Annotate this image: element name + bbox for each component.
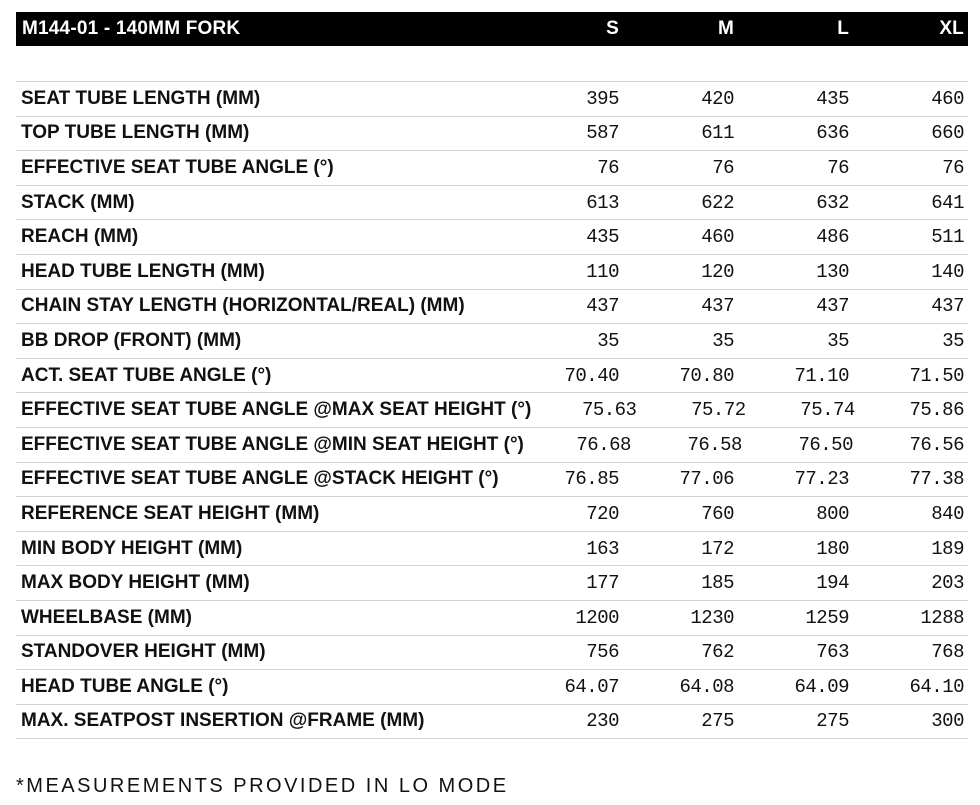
- row-value: 71.10: [794, 364, 849, 387]
- row-value: 75.74: [800, 399, 855, 422]
- size-header-m: M: [717, 18, 734, 39]
- row-label: MIN BODY HEIGHT (MM): [21, 537, 243, 559]
- row-value: 435: [586, 226, 619, 249]
- row-value: 611: [701, 122, 734, 145]
- row-value: 437: [931, 295, 964, 318]
- footnote: *MEASUREMENTS PROVIDED IN LO MODE: [16, 775, 509, 797]
- table-row: [16, 117, 968, 152]
- row-value: 437: [701, 295, 734, 318]
- row-value: 64.10: [909, 675, 964, 698]
- row-value: 1200: [575, 606, 619, 629]
- table-row: [16, 532, 968, 567]
- row-value: 75.63: [581, 399, 637, 422]
- row-value: 64.07: [564, 675, 619, 698]
- row-label: ACT. SEAT TUBE ANGLE (°): [21, 364, 272, 386]
- row-label: BB DROP (FRONT) (MM): [21, 329, 242, 351]
- row-value: 641: [931, 191, 964, 214]
- row-value: 756: [586, 641, 619, 664]
- row-value: 613: [586, 191, 619, 214]
- row-value: 460: [701, 226, 734, 249]
- row-value: 76: [942, 156, 964, 179]
- table-row: [16, 359, 968, 394]
- geometry-table: [16, 12, 968, 739]
- row-value: 77.06: [679, 468, 734, 491]
- row-value: 76: [712, 156, 734, 179]
- row-value: 632: [816, 191, 849, 214]
- row-value: 720: [586, 502, 619, 525]
- row-value: 35: [942, 329, 964, 352]
- row-label: EFFECTIVE SEAT TUBE ANGLE @MAX SEAT HEIGHT (°): [21, 399, 532, 421]
- row-value: 437: [586, 295, 619, 318]
- row-label: HEAD TUBE LENGTH (MM): [21, 260, 265, 282]
- row-value: 35: [827, 329, 849, 352]
- row-value: 760: [701, 502, 734, 525]
- row-label: SEAT TUBE LENGTH (MM): [21, 87, 261, 109]
- table-row: [16, 324, 968, 359]
- row-label: TOP TUBE LENGTH (MM): [21, 122, 250, 144]
- row-value: 140: [931, 260, 964, 283]
- size-header-l: L: [837, 18, 849, 39]
- row-value: 130: [816, 260, 849, 283]
- row-label: EFFECTIVE SEAT TUBE ANGLE (°): [21, 156, 334, 178]
- table-row: [16, 601, 968, 636]
- row-value: 300: [931, 710, 964, 733]
- row-value: 1230: [690, 606, 734, 629]
- row-value: 587: [586, 122, 619, 145]
- row-value: 1288: [920, 606, 964, 629]
- row-value: 800: [816, 502, 849, 525]
- table-row: [16, 566, 968, 601]
- row-label: STANDOVER HEIGHT (MM): [21, 641, 266, 663]
- row-value: 77.23: [794, 468, 849, 491]
- size-header-s: S: [606, 18, 619, 39]
- row-label: EFFECTIVE SEAT TUBE ANGLE @STACK HEIGHT (°): [21, 468, 499, 490]
- row-value: 1259: [805, 606, 849, 629]
- table-row: [16, 255, 968, 290]
- row-value: 76: [597, 156, 619, 179]
- row-value: 435: [816, 87, 849, 110]
- row-value: 636: [816, 122, 849, 145]
- table-row: [16, 463, 968, 498]
- row-value: 76.68: [576, 433, 631, 456]
- table-row: [16, 151, 968, 186]
- row-value: 76.58: [687, 433, 742, 456]
- row-value: 763: [816, 641, 849, 664]
- row-value: 76.50: [798, 433, 853, 456]
- row-value: 76.85: [564, 468, 619, 491]
- row-value: 77.38: [909, 468, 964, 491]
- table-body: [16, 82, 968, 739]
- row-value: 230: [586, 710, 619, 733]
- table-row: [16, 82, 968, 117]
- row-value: 35: [597, 329, 619, 352]
- row-value: 75.72: [691, 399, 746, 422]
- row-value: 622: [701, 191, 734, 214]
- row-value: 172: [701, 537, 734, 560]
- row-value: 189: [931, 537, 964, 560]
- row-value: 660: [931, 122, 964, 145]
- row-value: 163: [586, 537, 619, 560]
- row-value: 420: [701, 87, 734, 110]
- row-value: 840: [931, 502, 964, 525]
- row-value: 177: [586, 572, 619, 595]
- row-label: HEAD TUBE ANGLE (°): [21, 675, 229, 697]
- row-value: 180: [816, 537, 849, 560]
- table-row: [16, 497, 968, 532]
- row-value: 768: [931, 641, 964, 664]
- row-label: STACK (MM): [21, 191, 135, 213]
- row-label: WHEELBASE (MM): [21, 606, 192, 628]
- row-value: 120: [701, 260, 734, 283]
- row-label: MAX BODY HEIGHT (MM): [21, 572, 250, 594]
- row-value: 110: [586, 260, 619, 283]
- row-value: 762: [701, 641, 734, 664]
- table-row: [16, 393, 968, 428]
- table-title: M144-01 - 140MM FORK: [22, 18, 241, 39]
- row-value: 185: [701, 572, 734, 595]
- header-spacer: [16, 46, 968, 82]
- row-label: REFERENCE SEAT HEIGHT (MM): [21, 502, 320, 524]
- row-label: EFFECTIVE SEAT TUBE ANGLE @MIN SEAT HEIGHT (°): [21, 433, 524, 455]
- row-value: 486: [816, 226, 849, 249]
- row-value: 76.56: [909, 433, 965, 456]
- row-label: MAX. SEATPOST INSERTION @FRAME (MM): [21, 710, 425, 732]
- row-value: 64.08: [679, 675, 734, 698]
- row-value: 275: [701, 710, 734, 733]
- row-value: 395: [586, 87, 619, 110]
- table-row: [16, 290, 968, 325]
- table-row: [16, 636, 968, 671]
- row-value: 511: [931, 226, 964, 249]
- size-header-xl: XL: [939, 18, 964, 39]
- table-row: [16, 220, 968, 255]
- table-header: [16, 12, 968, 46]
- table-row: [16, 428, 968, 463]
- row-value: 437: [816, 295, 849, 318]
- row-value: 75.86: [909, 399, 964, 422]
- row-value: 70.80: [679, 364, 734, 387]
- row-value: 460: [931, 87, 964, 110]
- row-value: 194: [816, 572, 849, 595]
- row-value: 203: [931, 572, 964, 595]
- row-value: 275: [816, 710, 849, 733]
- row-value: 71.50: [909, 364, 964, 387]
- row-value: 76: [827, 156, 849, 179]
- row-value: 64.09: [794, 675, 849, 698]
- row-label: REACH (MM): [21, 226, 139, 248]
- row-label: CHAIN STAY LENGTH (HORIZONTAL/REAL) (MM): [21, 295, 465, 317]
- row-value: 70.40: [564, 364, 619, 387]
- table-row: [16, 186, 968, 221]
- row-value: 35: [712, 329, 734, 352]
- table-row: [16, 705, 968, 740]
- table-row: [16, 670, 968, 705]
